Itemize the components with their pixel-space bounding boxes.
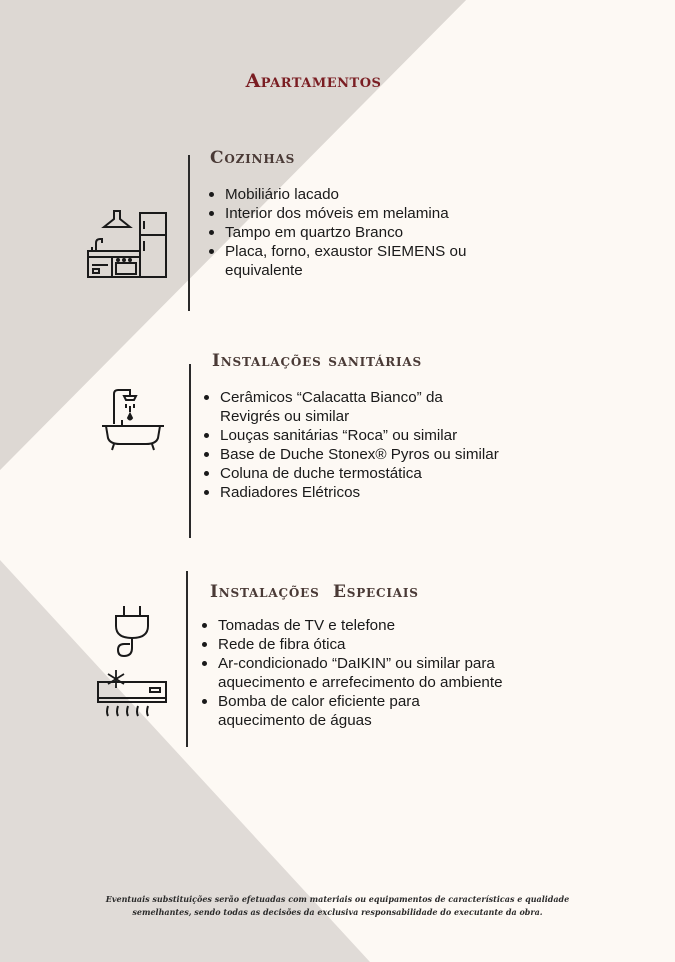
list-item: Radiadores Elétricos — [202, 483, 502, 502]
list-item: Mobiliário lacado — [207, 185, 517, 204]
bathroom-items-list — [202, 388, 502, 502]
kitchen-icon — [84, 207, 170, 281]
section-divider-line — [188, 155, 190, 311]
section-divider-line — [189, 364, 191, 538]
list-item: Base de Duche Stonex® Pyros ou similar — [202, 445, 502, 464]
section-heading: Instalações Especiais — [210, 582, 419, 602]
air-conditioner-icon — [94, 668, 170, 720]
kitchen-items-list — [207, 185, 517, 280]
list-item: Tampo em quartzo Branco — [207, 223, 517, 242]
list-item: Ar-condicionado “DaIKIN” ou similar para aquecimento e arrefecimento do ambiente — [200, 654, 510, 692]
footer-disclaimer: Eventuais substituições serão efetuadas com materiais ou equipamentos de características e qualidade semelhantes, sendo todas as decisões da exclusiva responsabilidade do executante da obra. — [105, 894, 570, 917]
page-title: Apartamentos — [245, 70, 382, 92]
list-item: Coluna de duche termostática — [202, 464, 502, 483]
list-item: Louças sanitárias “Roca” ou similar — [202, 426, 502, 445]
power-plug-icon — [110, 604, 154, 660]
section-divider-line — [186, 571, 188, 747]
list-item: Tomadas de TV e telefone — [200, 616, 510, 635]
list-item: Rede de fibra ótica — [200, 635, 510, 654]
list-item: Bomba de calor eficiente para aquecimento de águas — [200, 692, 510, 730]
special-items-list — [200, 616, 510, 730]
bathtub-shower-icon — [100, 388, 166, 452]
list-item: Interior dos móveis em melamina — [207, 204, 517, 223]
list-item: Placa, forno, exaustor SIEMENS ou equivalente — [207, 242, 517, 280]
list-item: Cerâmicos “Calacatta Bianco” da Revigrés ou similar — [202, 388, 502, 426]
section-heading: Instalações sanitárias — [212, 351, 422, 371]
section-heading: Cozinhas — [210, 148, 296, 168]
